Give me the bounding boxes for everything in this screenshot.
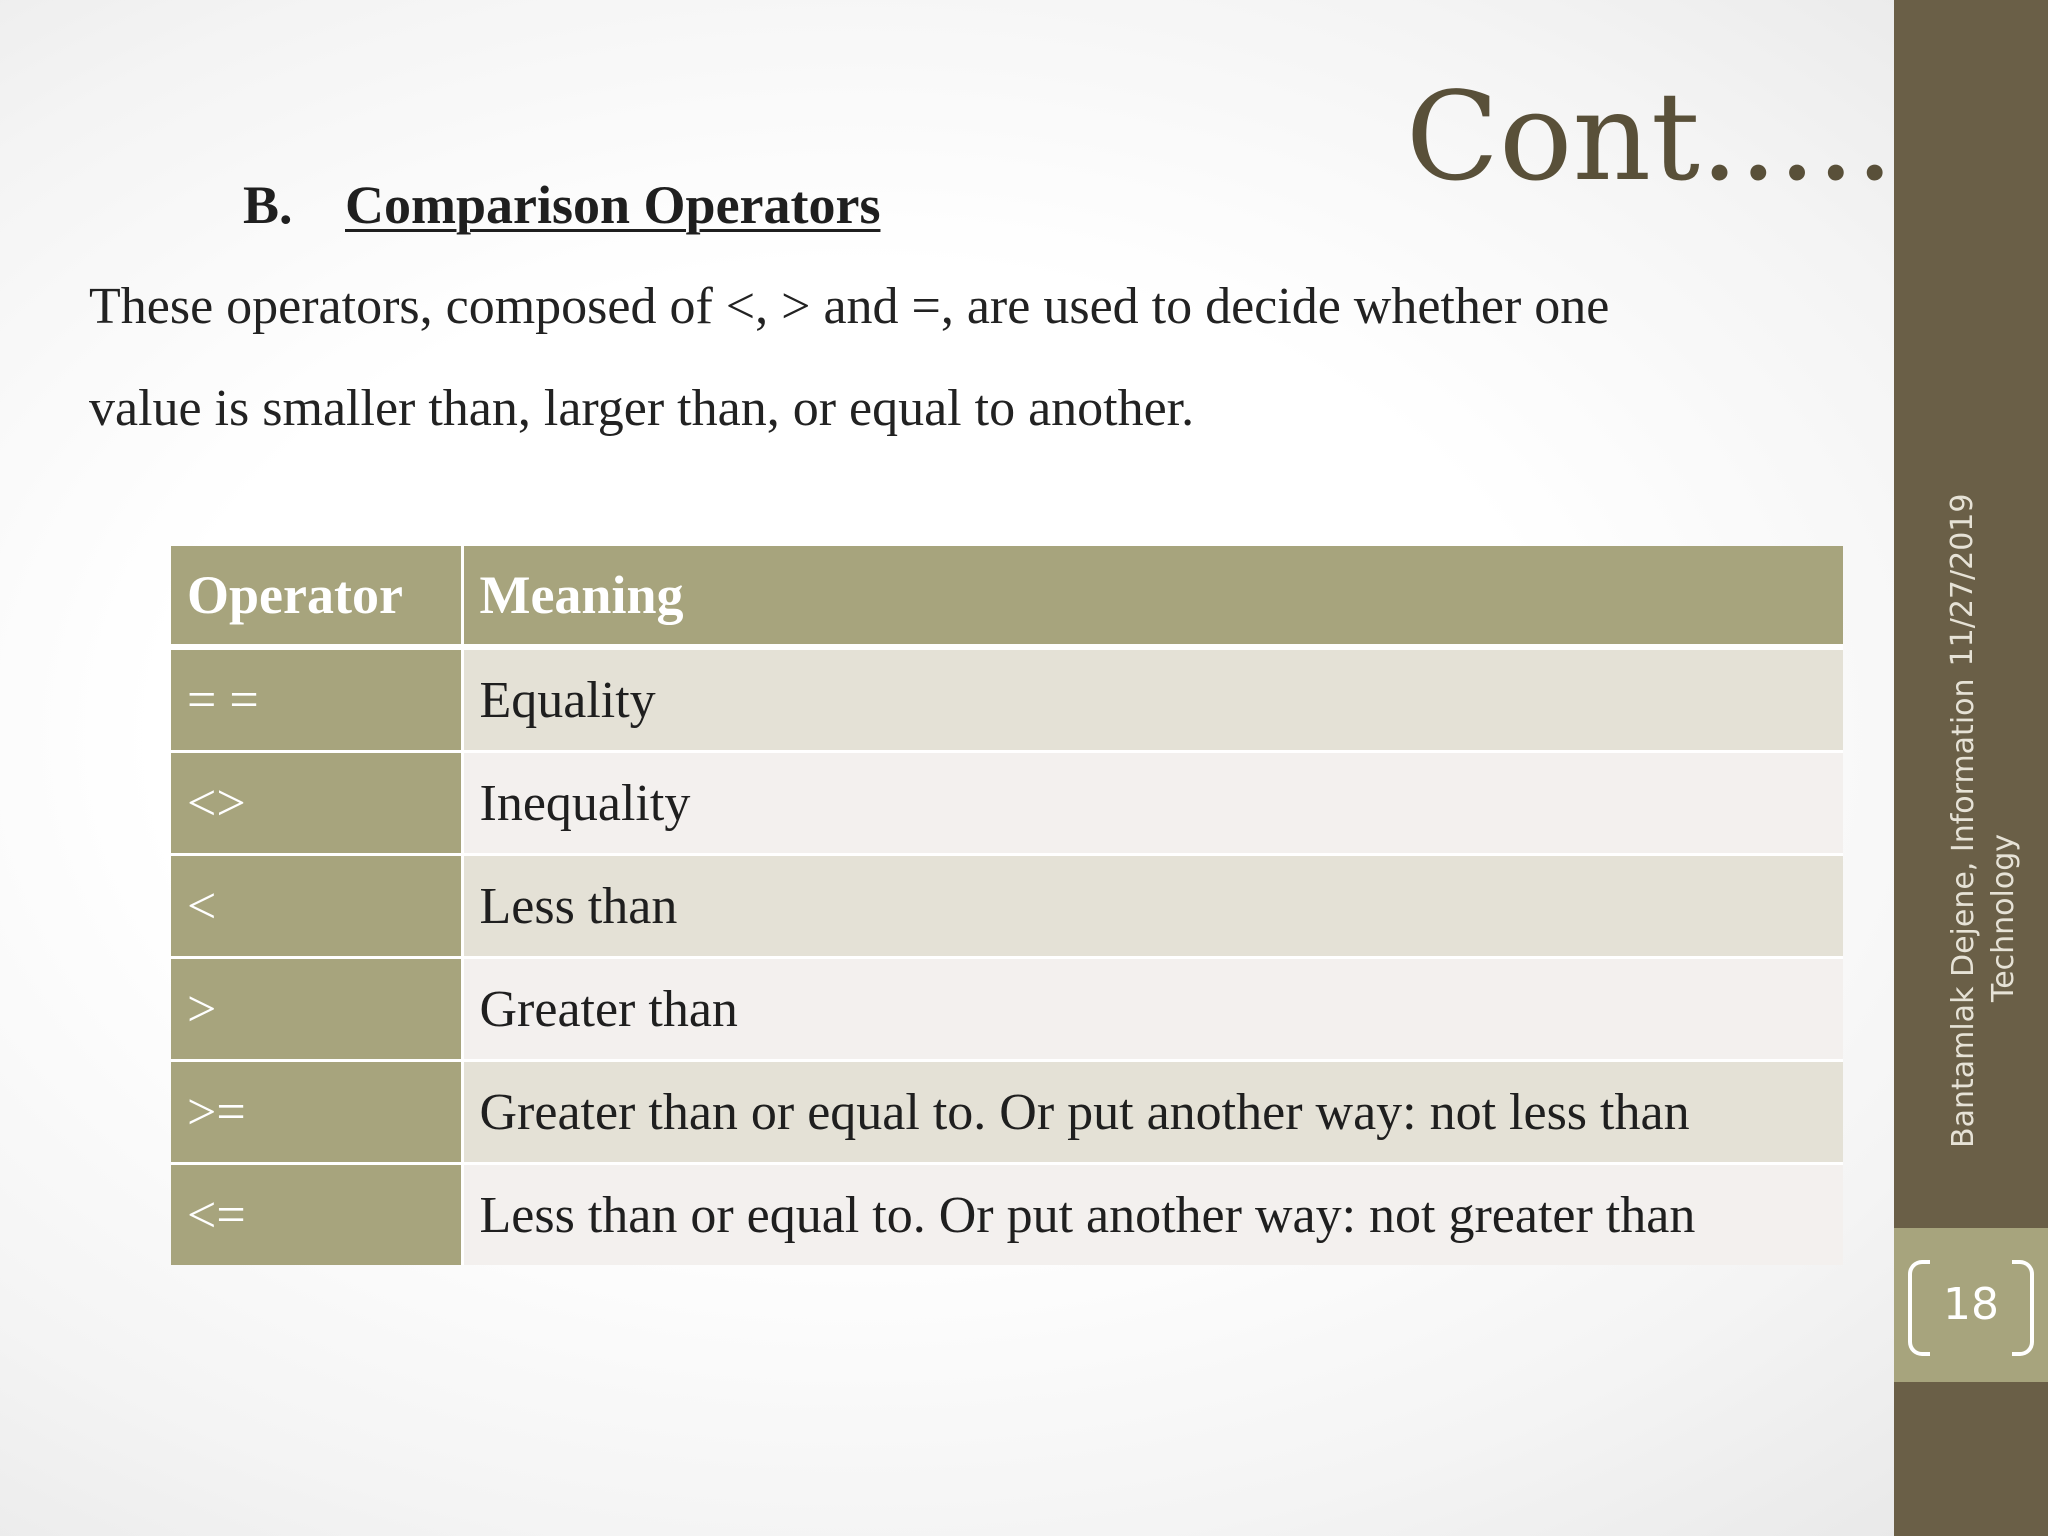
table-row	[171, 1164, 1843, 1266]
meaning-cell: Less than or equal to. Or put another way: not greater than	[462, 1164, 1843, 1266]
description-line-1: These operators, composed of <, > and =, are used to decide whether one	[89, 278, 1610, 335]
table-row	[171, 855, 1843, 958]
author-line-2: Technology	[1986, 833, 2021, 1003]
page-number: 18	[1943, 1279, 1999, 1330]
operator-cell: >	[171, 958, 462, 1061]
operator-cell: >=	[171, 1061, 462, 1164]
table-row	[171, 958, 1843, 1061]
table-row	[171, 1061, 1843, 1164]
section-heading	[243, 172, 880, 238]
meaning-cell: Less than	[462, 855, 1843, 958]
operator-cell: <=	[171, 1164, 462, 1266]
operator-cell: = =	[171, 647, 462, 752]
section-letter: B.	[243, 175, 293, 235]
operators-table	[171, 546, 1843, 1265]
operator-cell: <>	[171, 752, 462, 855]
table-header-row	[171, 546, 1843, 647]
slide-author	[1944, 678, 2024, 1148]
operator-cell: <	[171, 855, 462, 958]
table-row	[171, 752, 1843, 855]
meaning-cell: Greater than	[462, 958, 1843, 1061]
slide-title: Cont.....	[1405, 66, 1894, 208]
meaning-cell: Greater than or equal to. Or put another way: not less than	[462, 1061, 1843, 1164]
author-line-1: Bantamlak Dejene, Information	[1946, 678, 1981, 1148]
meaning-cell: Inequality	[462, 752, 1843, 855]
section-heading-text: Comparison Operators	[345, 175, 881, 235]
header-meaning: Meaning	[462, 546, 1843, 647]
table-row	[171, 647, 1843, 752]
page-number-block	[1894, 1228, 2048, 1382]
slide-date: 11/27/2019	[1945, 493, 1980, 667]
description-line-2: value is smaller than, larger than, or equal to another.	[89, 380, 1195, 437]
meaning-cell: Equality	[462, 647, 1843, 752]
header-operator: Operator	[171, 546, 462, 647]
